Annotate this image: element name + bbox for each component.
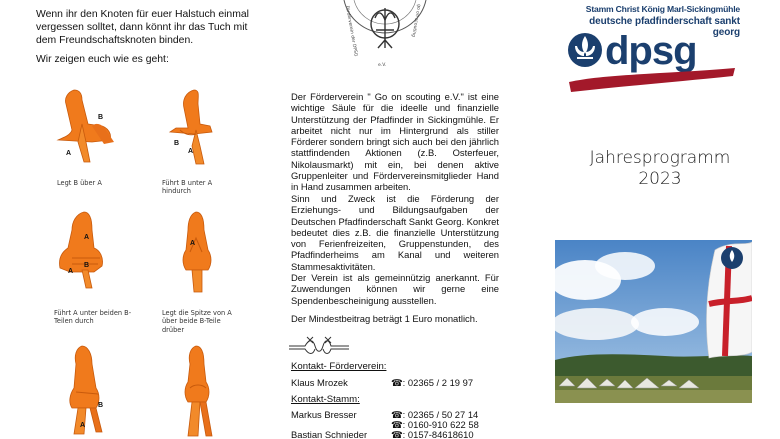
contact-stamm-heading: Kontakt-Stamm:	[291, 394, 360, 405]
knot-step-1-caption: Legt B über A	[57, 179, 102, 187]
label-a: A	[80, 422, 86, 429]
contact-phone: ☎: 0160-910 622 58	[391, 419, 479, 430]
knot-step-6-image	[160, 342, 250, 439]
label-b: B	[98, 114, 104, 121]
knot-step-4-image	[160, 208, 250, 308]
foerderverein-paragraph-3: Der Verein ist als gemeinnützig anerkannt. Für Zuwendungen können wir gerne eine Spendenbescheinigung ausstellen.	[291, 272, 499, 306]
label-a: A	[66, 150, 72, 157]
contact-name: Bastian Schnieder	[291, 429, 368, 439]
foerderverein-paragraph-4: Der Mindestbeitrag beträgt 1 Euro monatlich.	[291, 313, 478, 324]
knot-step-1-image	[52, 84, 142, 184]
document-title	[560, 148, 760, 190]
knot-intro-text: Wenn ihr den Knoten für euer Halstuch einmal vergessen solltet, dann könnt ihr das Tuch mit dem Freundschaftsknoten binden.	[36, 9, 249, 47]
contact-phone: ☎: 0157-84618610	[391, 429, 474, 439]
foerderverein-paragraph-2: Sinn und Zweck ist die Förderung der Erziehungs- und Bildungsaufgaben der Deutschen Pfadfinderschaft Sankt Georg. Konkret bedeutet dies z.B. die finanzielle Unterstützung von Ferienfreizeiten, Gruppenstunden, des Pfadfinderheims am Kanal und weiteren Stammesaktivitäten.	[291, 193, 499, 272]
label-a: A	[190, 240, 196, 247]
dpsg-logo	[565, 28, 740, 98]
organization-subtitle: deutsche pfadfinderschaft sankt georg	[589, 16, 740, 38]
stamm-name: Stamm Christ König Marl-Sickingmühle	[585, 4, 740, 14]
knot-rope-illustration	[289, 333, 349, 359]
svg-text:Förderverein der DPSG: Förderverein der DPSG	[344, 5, 358, 57]
title-line-1: Jahresprogramm	[589, 148, 731, 168]
label-a: A	[84, 234, 90, 241]
knot-intro-heading: Wir zeigen euch wie es geht:	[36, 54, 169, 65]
label-b: B	[174, 140, 180, 147]
foerderverein-stamp	[340, 0, 430, 82]
contact-foerderverein-heading: Kontakt- Förderverein:	[291, 361, 387, 372]
foerderverein-paragraph-1: Der Förderverein " Go on scouting e.V." ist eine wichtige Säule für die ideelle und finanzielle Unterstützung der Pfadfinder in Sickingmühle. Er arbeitet nicht nur im Hintergrund als stiller Förderer sondern bringt sich auch bei den jährlich stattfindenden Aktionen (z.B. Osterfeuer, Nikolausmarkt) mit ein, bei denen aktive Gruppenleiter und Fördervereinsmitglieder Hand in Hand zusammen arbeiten.	[291, 91, 499, 193]
contact-name: Markus Bresser	[291, 409, 357, 420]
knot-step-3-image	[50, 208, 140, 308]
knot-step-3-caption: Führt A unter beiden B-Teilen durch	[54, 309, 132, 326]
contact-phone: ☎: 02365 / 50 27 14	[391, 409, 479, 420]
label-b: B	[98, 402, 104, 409]
label-a: A	[188, 148, 194, 155]
knot-step-2-image	[160, 84, 250, 184]
scout-camp-photo	[555, 240, 752, 403]
svg-text:go on scouting: go on scouting	[410, 3, 421, 38]
contact-row	[291, 429, 511, 439]
knot-step-4-caption: Legt die Spitze von A über beide B-Teile drüber	[162, 309, 232, 334]
knot-step-2-caption: Führt B unter A hindurch	[162, 179, 213, 196]
contact-name: Klaus Mrozek	[291, 377, 348, 388]
contact-row	[291, 377, 511, 389]
contact-phone: ☎: 02365 / 2 19 97	[391, 377, 474, 388]
knot-step-5-image	[52, 342, 142, 439]
title-line-2: 2023	[638, 169, 682, 189]
dpsg-logo-text: dpsg	[605, 29, 697, 73]
label-b: B	[84, 262, 90, 269]
label-a: A	[68, 268, 74, 275]
svg-text:e.V.: e.V.	[378, 63, 387, 68]
